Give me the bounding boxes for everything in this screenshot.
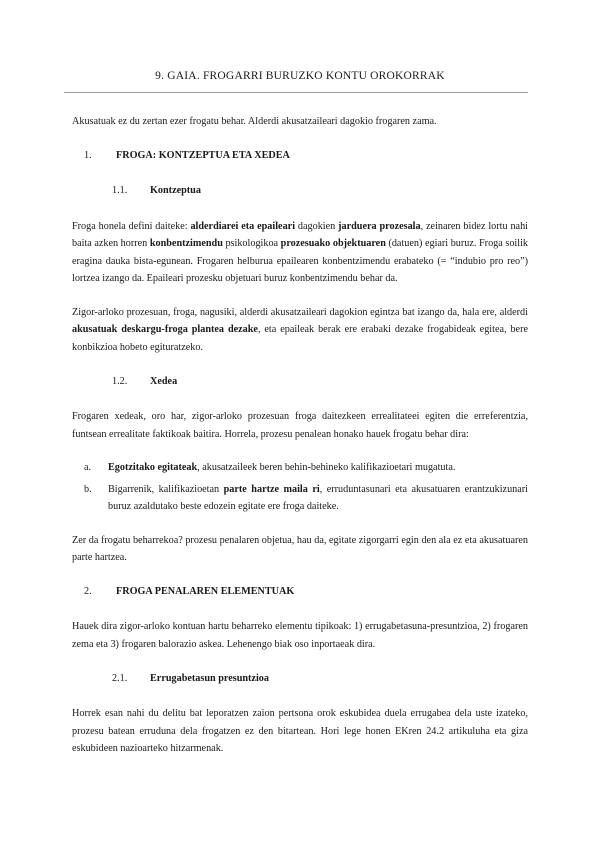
list-marker: a. (84, 462, 92, 474)
section-2-1-heading (72, 670, 528, 688)
section-2-title: FROGA PENALAREN ELEMENTUAK (116, 585, 295, 597)
section-2-heading (72, 583, 528, 601)
section-1-1-heading (72, 182, 528, 200)
section-1-2-heading (72, 373, 528, 391)
purpose-paragraph-1: Frogaren xedeak, oro har, zigor-arloko prozesuan froga daitezkeen errealitateei egiten die erreferentzia, funtsean errealitate faktikoak baitira. Horrela, prozesu penalean honako hauek frogatu behar dira: (72, 411, 528, 440)
concept-paragraph-2: Zigor-arloko prozesuan, froga, nagusiki, alderdi akusatzaileari dagokion egintza bat izango da, hala ere, alderdi akusatuak deskargu-froga plantea dezake, eta epaileak berak ere erabaki dezake frogabideak egitea, bere konbikzioa hobeto egituratzeko. (72, 306, 528, 354)
section-1-heading (72, 147, 528, 165)
purpose-paragraph-2: Zer da frogatu beharrekoa? prozesu penalaren objetua, hau da, egitate zigorgarri egin den ala ez eta akusatuaren parte hartzea. (72, 534, 528, 564)
section-2-1-number: 2.1. (112, 672, 128, 684)
section-1-1-title: Kontzeptua (150, 185, 201, 197)
list-item: b. Bigarrenik, kalifikazioetan parte hartze maila ri, erruduntasunari eta akusatuaren erantzukizunari buruz azaldutako beste edozein egitate ere froga daiteke. (72, 481, 528, 516)
presumption-paragraph: Horrek esan nahi du delitu bat leporatzen zaion pertsona orok eskubidea duela errugabea dela uste izateko, prozesu batean erruduna dela frogatzen ez den bitartean. Hori lege honen EKren 24.2 artikuluha eta giza eskubideen nazioarteko hitzarmenak. (72, 708, 528, 755)
section-1-number: 1. (84, 149, 92, 161)
section-1-2-title: Xedea (150, 375, 178, 387)
concept-paragraph-1: Froga honela defini daiteke: alderdiarei eta epaileari dagokien jarduera prozesala, zeinaren bidez lortu nahi baita azken horren konbentzimendu psikologikoa prozesuako objektuaren (datuen) egiari buruz. Froga soilik eragina dauka bista-egunean. Frogaren helburua epailearen konbentzimendu erabateko (= “indubio pro reo”) lortzea izango da. Epaileari prozesku objetuari buruz konbentzimendu behar da. (72, 220, 528, 285)
intro-paragraph: Akusatuak ez du zertan ezer frogatu behar. Alderdi akusatzaileari dagokio frogaren zama. (72, 116, 437, 128)
elements-paragraph: Hauek dira zigor-arloko kontuan hartu beharreko elementu tipikoak: 1) errugabetasuna-presuntzioa, 2) frogaren zema eta 3) frogaren balorazio askea. Lehenengo biak oso inportaeak dira. (72, 621, 528, 651)
section-1-1-number: 1.1. (112, 185, 128, 197)
page-title: 9. GAIA. FROGARRI BURUZKO KONTU OROKORRAK (155, 70, 445, 82)
title-divider (64, 92, 528, 93)
facts-list (72, 459, 528, 516)
document-page (72, 68, 528, 774)
section-1-2-number: 1.2. (112, 375, 128, 387)
list-item: a. Egotzitako egitateak, akusatzaileek beren behin-behineko kalifikazioetari mugatuta. (72, 459, 528, 477)
section-2-1-title: Errugabetasun presuntzioa (150, 672, 269, 684)
section-2-number: 2. (84, 585, 92, 597)
list-marker: b. (84, 483, 92, 495)
section-1-title: FROGA: KONTZEPTUA ETA XEDEA (116, 149, 290, 161)
